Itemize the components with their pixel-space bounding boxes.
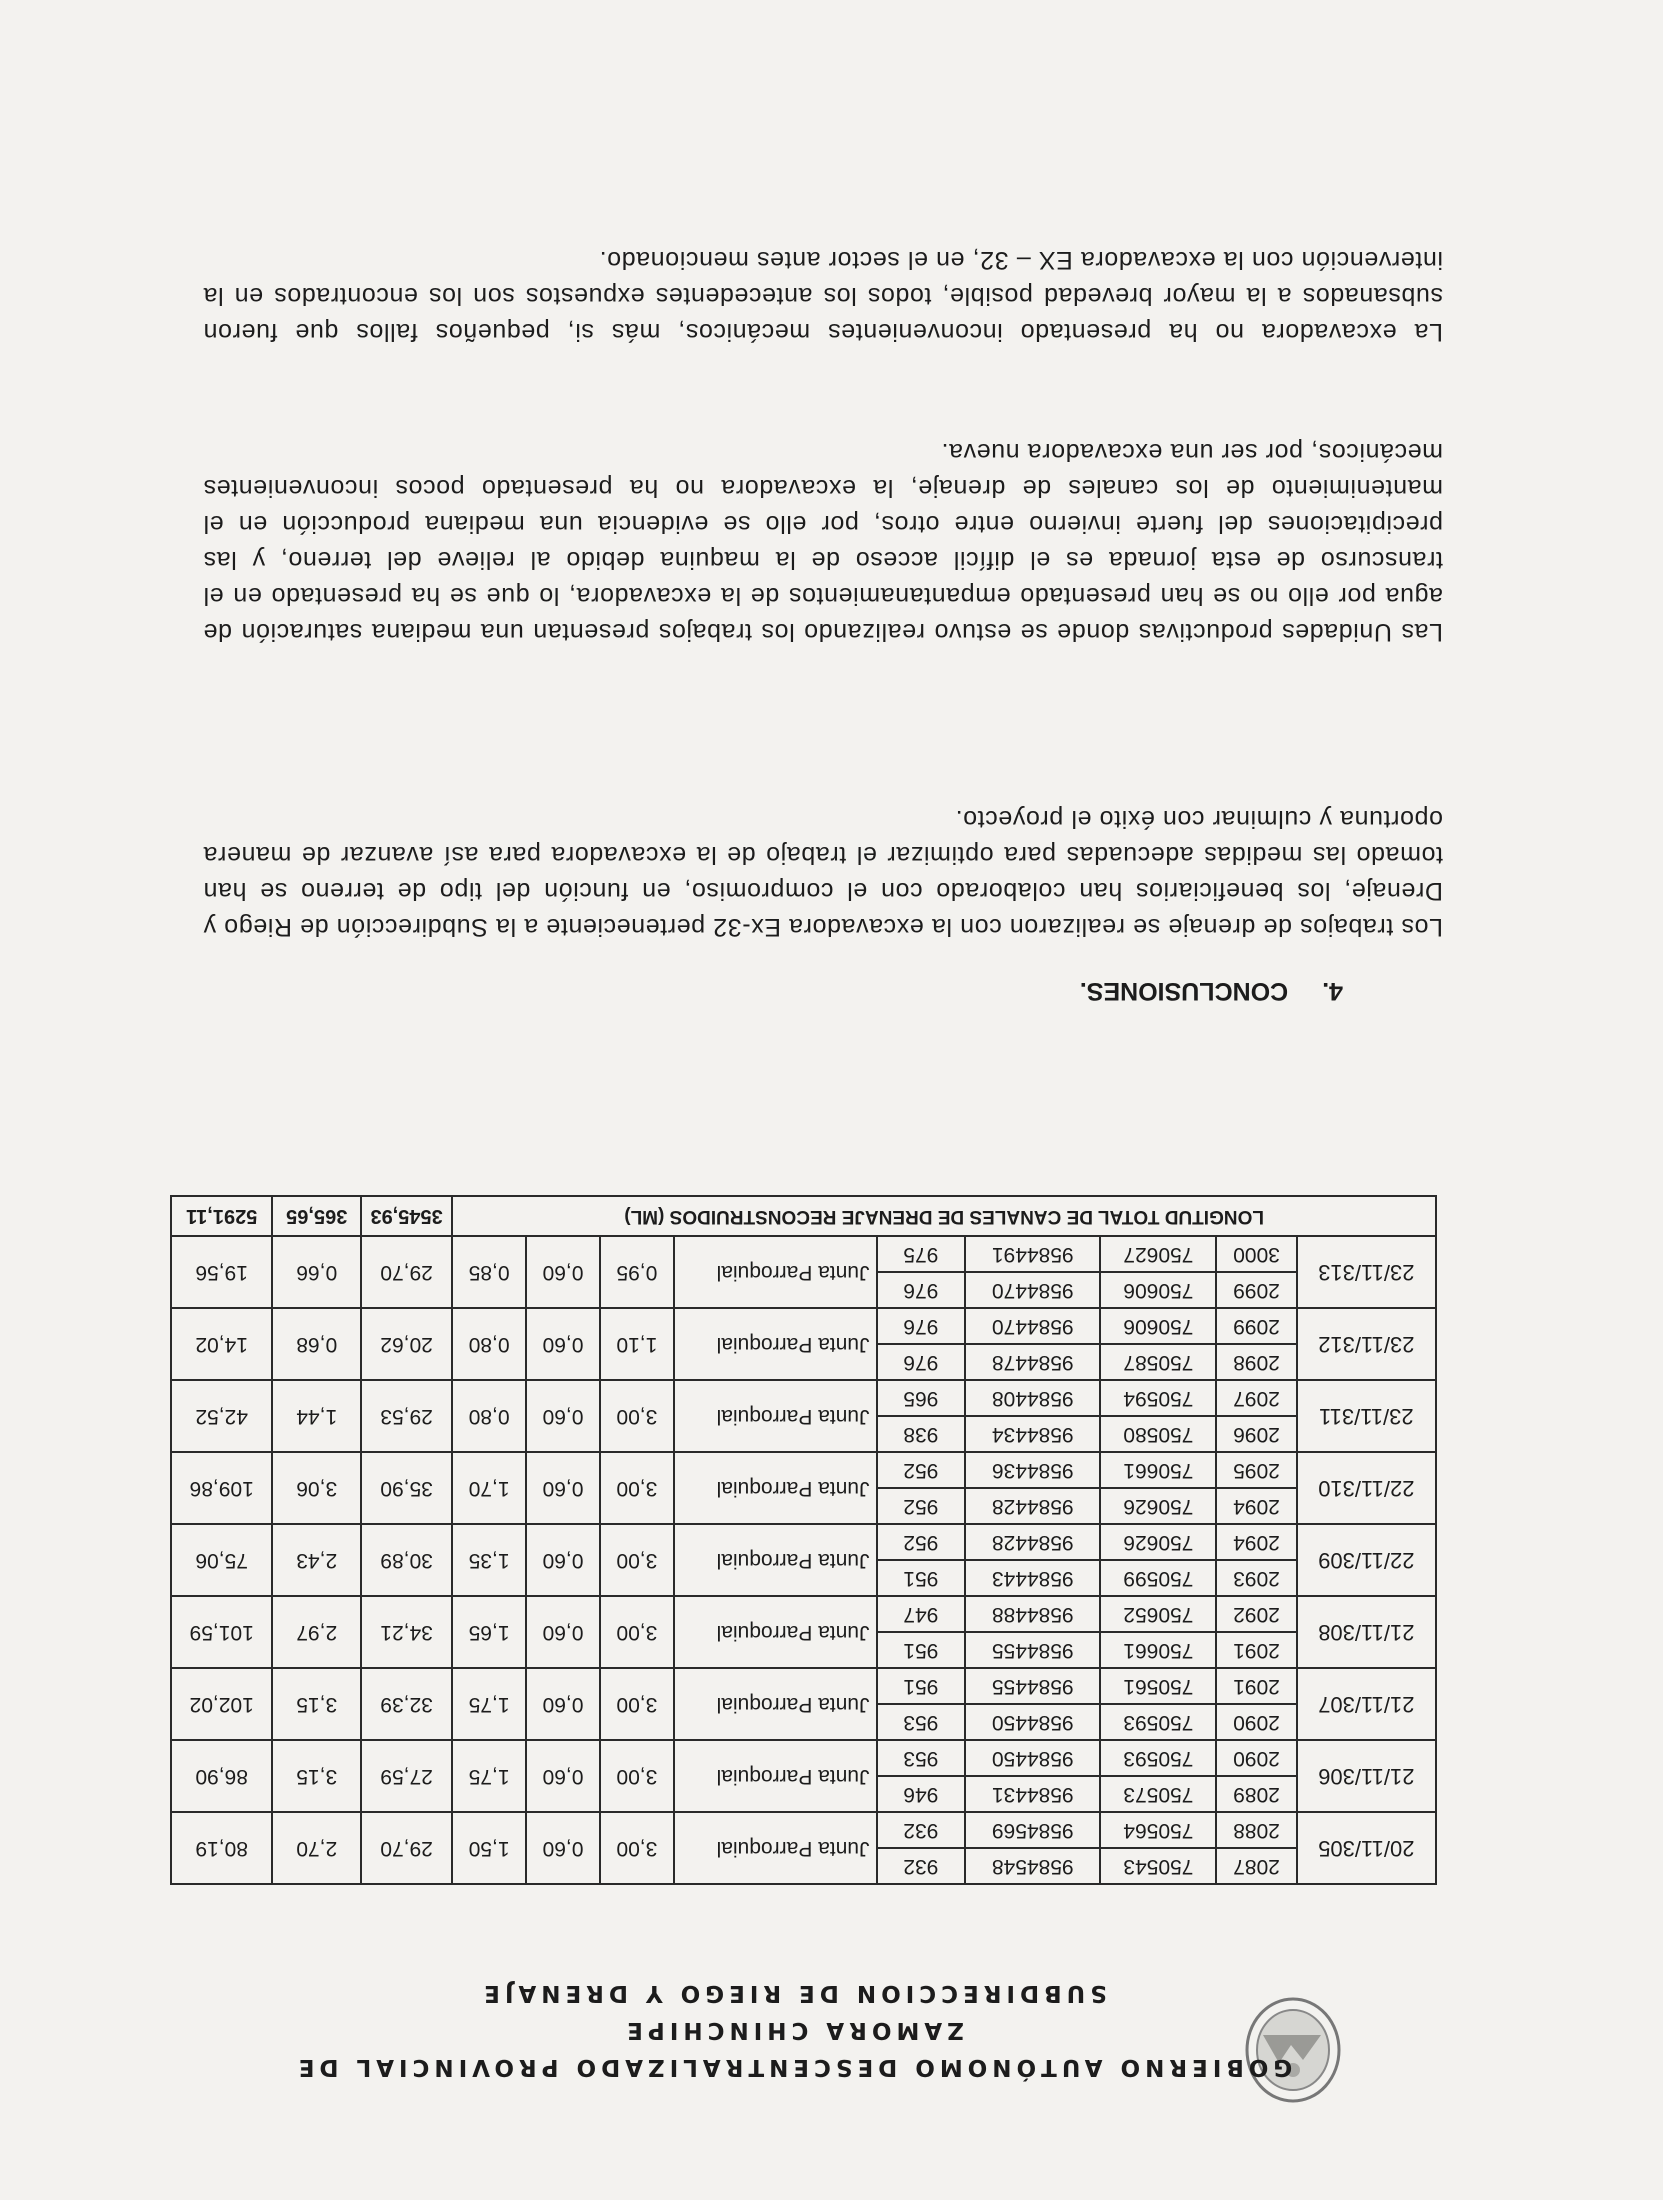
northing-cell: 9584428 (965, 1524, 1100, 1560)
width-cell: 0,95 (600, 1236, 674, 1308)
height-cell: 0,60 (526, 1812, 600, 1884)
factor-cell: 2,43 (272, 1524, 361, 1596)
easting-cell: 750564 (1100, 1812, 1216, 1848)
northing-cell: 9584455 (965, 1668, 1100, 1704)
total-cell: 86,90 (171, 1740, 272, 1812)
conclusion-paragraph-3: La excavadora no ha presentado inconvenientes mecánicos, más si, pequeños fallos que fueron subsanados a la mayor brevedad posible, todos los antecedentes expuestos son los encontrados en la intervención con la excavadora EX – 32, en el sector antes mencionado. (203, 246, 1443, 346)
width-cell: 3,00 (600, 1812, 674, 1884)
height-cell: 0,60 (526, 1524, 600, 1596)
depth-cell: 1,75 (452, 1740, 526, 1812)
location-cell: Junta Parroquial (674, 1452, 877, 1524)
northing-cell: 9584491 (965, 1236, 1100, 1272)
factor-cell: 3,15 (272, 1668, 361, 1740)
altitude-cell: 938 (877, 1416, 966, 1452)
northing-cell: 9584450 (965, 1740, 1100, 1776)
depth-cell: 1,50 (452, 1812, 526, 1884)
easting-cell: 750652 (1100, 1596, 1216, 1632)
depth-cell: 0,80 (452, 1380, 526, 1452)
document-header (253, 1974, 1333, 2085)
easting-cell: 750594 (1100, 1380, 1216, 1416)
point-number-cell: 2097 (1216, 1380, 1296, 1416)
northing-cell: 9584455 (965, 1632, 1100, 1668)
header-line-2: ZAMORA CHINCHIPE (622, 2017, 964, 2043)
northing-cell: 9584436 (965, 1452, 1100, 1488)
point-number-cell: 2096 (1216, 1416, 1296, 1452)
height-cell: 0,60 (526, 1452, 600, 1524)
easting-cell: 750626 (1100, 1488, 1216, 1524)
easting-cell: 750626 (1100, 1524, 1216, 1560)
northing-cell: 9584548 (965, 1848, 1100, 1884)
depth-cell: 1,35 (452, 1524, 526, 1596)
depth-cell: 1,75 (452, 1668, 526, 1740)
factor-cell: 2,70 (272, 1812, 361, 1884)
easting-cell: 750599 (1100, 1560, 1216, 1596)
altitude-cell: 952 (877, 1524, 966, 1560)
header-line-1: GOBIERNO AUTÓNOMO DESCENTRALIZADO PROVINCIAL DE (293, 2054, 1293, 2080)
northing-cell: 9584431 (965, 1776, 1100, 1812)
table-row (171, 1632, 1436, 1668)
drainage-table-wrapper (170, 1195, 1437, 1885)
point-number-cell: 2099 (1216, 1308, 1296, 1344)
altitude-cell: 951 (877, 1560, 966, 1596)
altitude-cell: 975 (877, 1236, 966, 1272)
point-number-cell: 2094 (1216, 1524, 1296, 1560)
header-line-3: SUBDIRECCION DE RIEGO Y DRENAJE (479, 1980, 1107, 2006)
point-number-cell: 2092 (1216, 1596, 1296, 1632)
altitude-cell: 932 (877, 1848, 966, 1884)
altitude-cell: 951 (877, 1668, 966, 1704)
depth-cell: 0,85 (452, 1236, 526, 1308)
table-row (171, 1776, 1436, 1812)
table-row (171, 1272, 1436, 1308)
factor-cell: 0,68 (272, 1308, 361, 1380)
total-length-cell: 3545,93 (361, 1196, 452, 1236)
height-cell: 0,60 (526, 1740, 600, 1812)
length-cell: 30,89 (361, 1524, 452, 1596)
conclusion-paragraph-1: Los trabajos de drenaje se realizaron con la excavadora Ex-32 perteneciente a la Subdirección de Riego y Drenaje, los beneficiarios han colaborado con el compromiso, en función del tipo de terreno se han tomado las medidas adecuadas para optimizar el trabajo de la excavadora para así avanzar de manera oportuna y culminar con éxito el proyecto. (203, 805, 1443, 941)
easting-cell: 750593 (1100, 1704, 1216, 1740)
depth-cell: 0,80 (452, 1308, 526, 1380)
altitude-cell: 953 (877, 1704, 966, 1740)
date-cell: 22/11/309 (1297, 1524, 1436, 1596)
length-cell: 29,53 (361, 1380, 452, 1452)
conclusions-heading (1080, 976, 1343, 1005)
table-row (171, 1848, 1436, 1884)
table-row (171, 1488, 1436, 1524)
location-cell: Junta Parroquial (674, 1524, 877, 1596)
northing-cell: 9584470 (965, 1308, 1100, 1344)
table-row (171, 1416, 1436, 1452)
depth-cell: 1,65 (452, 1596, 526, 1668)
table-row (171, 1344, 1436, 1380)
point-number-cell: 2088 (1216, 1812, 1296, 1848)
date-cell: 21/11/307 (1297, 1668, 1436, 1740)
point-number-cell: 2090 (1216, 1740, 1296, 1776)
height-cell: 0,60 (526, 1596, 600, 1668)
altitude-cell: 947 (877, 1596, 966, 1632)
date-cell: 21/11/306 (1297, 1740, 1436, 1812)
point-number-cell: 2091 (1216, 1668, 1296, 1704)
location-cell: Junta Parroquial (674, 1596, 877, 1668)
length-cell: 29,70 (361, 1812, 452, 1884)
width-cell: 3,00 (600, 1668, 674, 1740)
northing-cell: 9584434 (965, 1416, 1100, 1452)
easting-cell: 750573 (1100, 1776, 1216, 1812)
point-number-cell: 2098 (1216, 1344, 1296, 1380)
conclusion-paragraph-2: Las Unidades productivas donde se estuvo realizando los trabajos presentan una mediana saturación de agua por ello no se han presentado empantanamientos de la excavadora, lo que se ha presentado en el transcurso de esta jornada es el difícil acceso de la maquina debido al relieve del terreno, y las precipitaciones del fuerte invierno entre otros, por ello se evidencia una mediana producción en el mantenimiento de los canales de drenaje, la excavadora no ha presentado pocos inconvenientes mecánicos, por ser una excavadora nueva. (203, 438, 1443, 646)
easting-cell: 750606 (1100, 1272, 1216, 1308)
total-cell: 102,02 (171, 1668, 272, 1740)
date-cell: 20/11/305 (1297, 1812, 1436, 1884)
date-cell: 22/11/310 (1297, 1452, 1436, 1524)
northing-cell: 9584470 (965, 1272, 1100, 1308)
easting-cell: 750580 (1100, 1416, 1216, 1452)
depth-cell: 1,70 (452, 1452, 526, 1524)
easting-cell: 750561 (1100, 1668, 1216, 1704)
length-cell: 27,59 (361, 1740, 452, 1812)
easting-cell: 750627 (1100, 1236, 1216, 1272)
length-cell: 20,62 (361, 1308, 452, 1380)
height-cell: 0,60 (526, 1308, 600, 1380)
point-number-cell: 2087 (1216, 1848, 1296, 1884)
point-number-cell: 2095 (1216, 1452, 1296, 1488)
point-number-cell: 2090 (1216, 1704, 1296, 1740)
northing-cell: 9584569 (965, 1812, 1100, 1848)
date-cell: 21/11/308 (1297, 1596, 1436, 1668)
altitude-cell: 976 (877, 1344, 966, 1380)
total-label-cell: LONGITUD TOTAL DE CANALES DE DRENAJE RECONSTRUIDOS (ML) (452, 1196, 1436, 1236)
length-cell: 35,90 (361, 1452, 452, 1524)
point-number-cell: 2091 (1216, 1632, 1296, 1668)
location-cell: Junta Parroquial (674, 1308, 877, 1380)
altitude-cell: 952 (877, 1452, 966, 1488)
conclusions-title: CONCLUSIONES. (1079, 977, 1289, 1005)
easting-cell: 750606 (1100, 1308, 1216, 1344)
point-number-cell: 2089 (1216, 1776, 1296, 1812)
easting-cell: 750661 (1100, 1632, 1216, 1668)
width-cell: 1,10 (600, 1308, 674, 1380)
length-cell: 29,70 (361, 1236, 452, 1308)
northing-cell: 9584428 (965, 1488, 1100, 1524)
width-cell: 3,00 (600, 1740, 674, 1812)
width-cell: 3,00 (600, 1524, 674, 1596)
altitude-cell: 953 (877, 1740, 966, 1776)
width-cell: 3,00 (600, 1380, 674, 1452)
northing-cell: 9584488 (965, 1596, 1100, 1632)
factor-cell: 1,44 (272, 1380, 361, 1452)
total-row (171, 1196, 1436, 1236)
altitude-cell: 946 (877, 1776, 966, 1812)
total-cell: 14,02 (171, 1308, 272, 1380)
easting-cell: 750593 (1100, 1740, 1216, 1776)
total-cell: 109,86 (171, 1452, 272, 1524)
northing-cell: 9584408 (965, 1380, 1100, 1416)
point-number-cell: 2094 (1216, 1488, 1296, 1524)
easting-cell: 750661 (1100, 1452, 1216, 1488)
altitude-cell: 952 (877, 1488, 966, 1524)
factor-cell: 0,66 (272, 1236, 361, 1308)
total-cell: 42,52 (171, 1380, 272, 1452)
factor-cell: 3,06 (272, 1452, 361, 1524)
altitude-cell: 976 (877, 1308, 966, 1344)
date-cell: 23/11/312 (1297, 1308, 1436, 1380)
easting-cell: 750587 (1100, 1344, 1216, 1380)
height-cell: 0,60 (526, 1668, 600, 1740)
height-cell: 0,60 (526, 1380, 600, 1452)
location-cell: Junta Parroquial (674, 1236, 877, 1308)
location-cell: Junta Parroquial (674, 1668, 877, 1740)
total-cell: 80,19 (171, 1812, 272, 1884)
factor-cell: 3,15 (272, 1740, 361, 1812)
altitude-cell: 932 (877, 1812, 966, 1848)
date-cell: 23/11/311 (1297, 1380, 1436, 1452)
width-cell: 3,00 (600, 1452, 674, 1524)
date-cell: 23/11/313 (1297, 1236, 1436, 1308)
northing-cell: 9584443 (965, 1560, 1100, 1596)
location-cell: Junta Parroquial (674, 1812, 877, 1884)
drainage-channels-table (170, 1195, 1437, 1885)
point-number-cell: 2093 (1216, 1560, 1296, 1596)
total-cell: 19,56 (171, 1236, 272, 1308)
total-sum-cell: 5291,11 (171, 1196, 272, 1236)
point-number-cell: 2099 (1216, 1272, 1296, 1308)
point-number-cell: 3000 (1216, 1236, 1296, 1272)
location-cell: Junta Parroquial (674, 1380, 877, 1452)
table-row (171, 1560, 1436, 1596)
northing-cell: 9584478 (965, 1344, 1100, 1380)
table-row (171, 1704, 1436, 1740)
easting-cell: 750543 (1100, 1848, 1216, 1884)
width-cell: 3,00 (600, 1596, 674, 1668)
length-cell: 34,21 (361, 1596, 452, 1668)
northing-cell: 9584450 (965, 1704, 1100, 1740)
factor-cell: 2,97 (272, 1596, 361, 1668)
total-cell: 75,06 (171, 1524, 272, 1596)
altitude-cell: 976 (877, 1272, 966, 1308)
altitude-cell: 965 (877, 1380, 966, 1416)
location-cell: Junta Parroquial (674, 1740, 877, 1812)
height-cell: 0,60 (526, 1236, 600, 1308)
total-factor-cell: 365,65 (272, 1196, 361, 1236)
altitude-cell: 951 (877, 1632, 966, 1668)
total-cell: 101,59 (171, 1596, 272, 1668)
length-cell: 32,39 (361, 1668, 452, 1740)
conclusions-number: 4. (1322, 977, 1343, 1005)
